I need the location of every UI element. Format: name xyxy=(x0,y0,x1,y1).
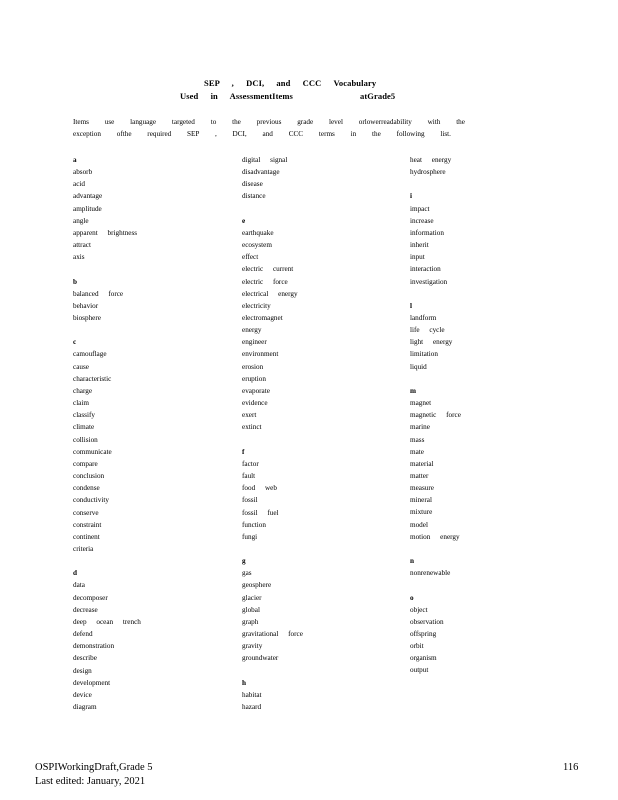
vocab-term: describe xyxy=(73,654,97,663)
vocab-term: data xyxy=(73,581,85,590)
vocab-term: factor xyxy=(242,459,259,468)
vocab-term: fungi xyxy=(242,532,258,541)
section-letter: l xyxy=(410,301,412,310)
section-letter: i xyxy=(410,192,412,201)
vocab-term: decomposer xyxy=(73,593,108,602)
vocab-term: electric force xyxy=(242,277,288,286)
vocab-term: distance xyxy=(242,192,266,201)
vocab-term: evidence xyxy=(242,399,268,408)
document-title-grade: atGrade5 xyxy=(360,91,396,101)
vocab-term: characteristic xyxy=(73,374,112,383)
vocab-term: matter xyxy=(410,472,429,481)
section-gap xyxy=(410,579,461,591)
vocab-term: continent xyxy=(73,532,100,541)
vocab-term: hazard xyxy=(242,702,262,711)
intro-line2: exception ofthe required SEP , DCI, and CCC terms in the following list. xyxy=(73,130,451,138)
vocab-column-2 xyxy=(242,154,303,713)
vocab-term: magnetic force xyxy=(410,411,461,420)
vocab-term: fossil fuel xyxy=(242,508,279,517)
vocab-term: biosphere xyxy=(73,314,101,323)
section-gap xyxy=(73,263,141,275)
section-gap xyxy=(242,203,303,215)
vocab-term: offspring xyxy=(410,630,437,639)
vocab-section xyxy=(410,190,461,287)
vocab-term: climate xyxy=(73,423,95,432)
section-gap xyxy=(242,665,303,677)
section-letter: n xyxy=(410,557,414,566)
vocab-term: extinct xyxy=(242,423,262,432)
vocab-term: device xyxy=(73,690,92,699)
section-letter: b xyxy=(73,277,77,286)
section-letter: e xyxy=(242,216,246,225)
vocab-term: global xyxy=(242,605,260,614)
vocab-term: cause xyxy=(73,362,89,371)
section-letter: d xyxy=(73,569,77,578)
vocab-term: behavior xyxy=(73,301,99,310)
page-number: 116 xyxy=(563,762,579,773)
vocab-term: organism xyxy=(410,654,437,663)
vocab-term: output xyxy=(410,666,429,675)
vocab-term: model xyxy=(410,520,428,529)
vocab-term: fossil xyxy=(242,496,258,505)
vocab-term: demonstration xyxy=(73,642,115,651)
vocab-term: orbit xyxy=(410,642,424,651)
vocab-term: mixture xyxy=(410,508,433,517)
section-gap xyxy=(73,324,141,336)
vocab-term: geosphere xyxy=(242,581,272,590)
vocab-term: fault xyxy=(242,472,256,481)
vocab-term: increase xyxy=(410,216,434,225)
vocab-term: compare xyxy=(73,459,98,468)
vocab-term: evaporate xyxy=(242,386,270,395)
vocab-term: glacier xyxy=(242,593,262,602)
intro-line1: Items use language targeted to the previous grade level orlowerreadability with the xyxy=(73,118,465,126)
vocab-term: electrical energy xyxy=(242,289,298,298)
vocab-term: ecosystem xyxy=(242,241,272,250)
vocab-term: gravity xyxy=(242,642,263,651)
vocab-term: observation xyxy=(410,617,444,626)
vocab-term: advantage xyxy=(73,192,103,201)
vocab-section xyxy=(410,154,461,178)
vocab-term: object xyxy=(410,605,428,614)
vocab-term: design xyxy=(73,666,92,675)
vocab-term: impact xyxy=(410,204,430,213)
vocab-term: electromagnet xyxy=(242,314,283,323)
vocab-term: communicate xyxy=(73,447,112,456)
vocab-term: electric current xyxy=(242,265,294,274)
vocab-term: condense xyxy=(73,484,100,493)
vocab-term: groundwater xyxy=(242,654,279,663)
vocab-term: information xyxy=(410,228,444,237)
vocab-section xyxy=(242,215,303,434)
vocab-term: criteria xyxy=(73,544,94,553)
vocab-term: gas xyxy=(242,569,252,578)
vocab-term: deep ocean trench xyxy=(73,617,141,626)
vocab-section xyxy=(242,154,303,203)
vocab-term: exert xyxy=(242,411,257,420)
vocab-term: hydrosphere xyxy=(410,168,446,177)
footer-doc-name: OSPIWorkingDraft,Grade 5 xyxy=(35,762,153,773)
vocab-column-3 xyxy=(410,154,461,677)
vocab-term: erosion xyxy=(242,362,264,371)
vocab-term: apparent brightness xyxy=(73,228,138,237)
section-letter: h xyxy=(242,678,246,687)
vocab-term: liquid xyxy=(410,362,427,371)
vocab-term: constraint xyxy=(73,520,102,529)
vocab-term: input xyxy=(410,253,425,262)
section-letter: m xyxy=(410,386,416,395)
vocab-term: energy xyxy=(242,326,262,335)
section-letter: a xyxy=(73,156,77,164)
section-gap xyxy=(410,543,461,555)
vocab-term: mass xyxy=(410,435,425,444)
vocab-section xyxy=(242,555,303,664)
vocab-term: axis xyxy=(73,253,85,262)
vocab-term: interaction xyxy=(410,265,441,274)
vocab-term: food web xyxy=(242,484,277,493)
vocab-term: conclusion xyxy=(73,472,105,481)
vocab-term: nonrenewable xyxy=(410,569,451,578)
vocab-term: absorb xyxy=(73,168,93,177)
vocab-term: inherit xyxy=(410,241,429,250)
vocab-term: development xyxy=(73,678,111,687)
vocab-section xyxy=(242,446,303,543)
vocab-term: disease xyxy=(242,180,263,189)
section-gap xyxy=(410,178,461,190)
vocab-term: light energy xyxy=(410,338,453,347)
vocab-term: life cycle xyxy=(410,326,445,335)
vocab-term: environment xyxy=(242,350,279,359)
vocab-term: gravitational force xyxy=(242,630,303,639)
vocab-term: measure xyxy=(410,484,434,493)
section-letter: g xyxy=(242,557,246,566)
vocab-term: material xyxy=(410,459,434,468)
vocab-term: mate xyxy=(410,447,424,456)
section-letter: f xyxy=(242,447,245,456)
vocab-term: marine xyxy=(410,423,430,432)
vocab-term: defend xyxy=(73,630,93,639)
vocab-section xyxy=(73,567,141,713)
vocab-term: angle xyxy=(73,216,89,225)
vocab-term: collision xyxy=(73,435,98,444)
vocab-section xyxy=(410,555,461,579)
vocab-term: digital signal xyxy=(242,156,288,164)
vocab-term: classify xyxy=(73,411,95,420)
section-letter: c xyxy=(73,338,77,347)
vocab-term: disadvantage xyxy=(242,168,280,177)
vocab-term: investigation xyxy=(410,277,448,286)
vocab-term: function xyxy=(242,520,266,529)
vocab-term: electricity xyxy=(242,301,271,310)
vocab-term: balanced force xyxy=(73,289,124,298)
section-gap xyxy=(242,543,303,555)
vocab-term: acid xyxy=(73,180,85,189)
section-gap xyxy=(410,373,461,385)
section-gap xyxy=(242,434,303,446)
document-title-line2: Used in AssessmentItems xyxy=(180,91,293,101)
vocab-term: camouflage xyxy=(73,350,107,359)
vocab-term: diagram xyxy=(73,702,97,711)
vocab-term: magnet xyxy=(410,399,432,408)
vocab-term: landform xyxy=(410,314,437,322)
vocab-term: attract xyxy=(73,241,91,250)
vocab-section xyxy=(242,677,303,713)
vocab-term: heat energy xyxy=(410,156,452,164)
section-letter: o xyxy=(410,593,414,602)
vocab-term: amplitude xyxy=(73,204,102,213)
vocab-section xyxy=(410,385,461,543)
vocab-term: effect xyxy=(242,253,259,262)
vocab-column-1 xyxy=(73,154,141,713)
section-gap xyxy=(410,288,461,300)
vocab-term: limitation xyxy=(410,350,438,359)
vocab-term: eruption xyxy=(242,374,266,383)
vocab-section xyxy=(73,276,141,325)
vocab-term: habitat xyxy=(242,690,262,699)
vocab-section xyxy=(410,592,461,677)
vocab-section xyxy=(73,336,141,555)
vocab-section xyxy=(410,300,461,373)
vocab-term: earthquake xyxy=(242,228,274,237)
vocab-term: claim xyxy=(73,399,89,408)
footer-last-edited: Last edited: January, 2021 xyxy=(35,776,146,787)
vocab-section xyxy=(73,154,141,263)
vocab-term: conductivity xyxy=(73,496,109,505)
section-gap xyxy=(73,555,141,567)
vocab-term: engineer xyxy=(242,338,267,347)
vocab-term: conserve xyxy=(73,508,99,517)
vocab-term: graph xyxy=(242,617,259,626)
document-title-line1: SEP , DCI, and CCC Vocabulary xyxy=(204,78,377,88)
vocab-term: decrease xyxy=(73,605,98,614)
vocab-term: mineral xyxy=(410,496,432,505)
vocab-term: charge xyxy=(73,386,93,395)
vocab-term: motion energy xyxy=(410,532,460,541)
